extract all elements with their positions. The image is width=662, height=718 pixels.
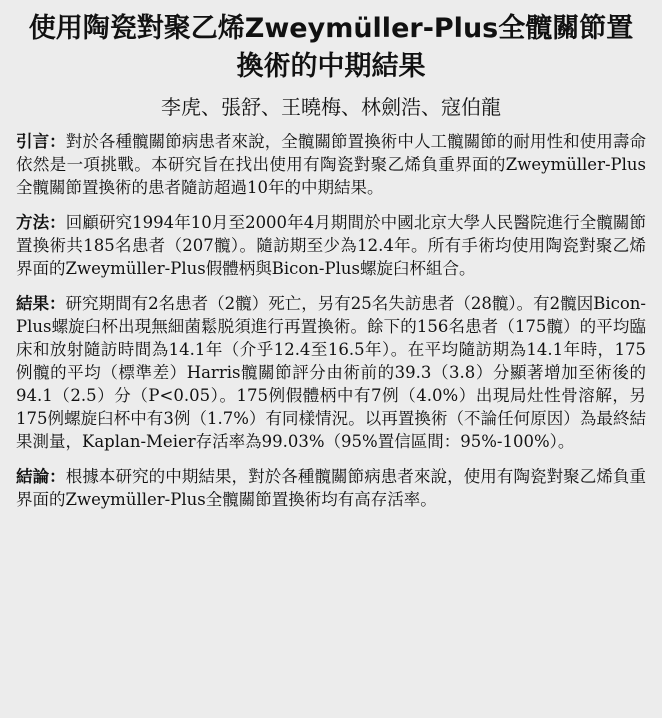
article-title: 使用陶瓷對聚乙烯Zweymüller-Plus全髖關節置換術的中期結果 bbox=[28, 13, 634, 82]
section-introduction bbox=[16, 130, 646, 199]
section-text-conclusion: 根據本研究的中期結果，對於各種髖關節病患者來說，使用有陶瓷對聚乙烯負重界面的Zweymüller-Plus全髖關節置換術均有高存活率。 bbox=[16, 467, 647, 509]
section-label-methods: 方法： bbox=[16, 213, 66, 232]
section-results bbox=[16, 292, 646, 453]
section-label-introduction: 引言： bbox=[16, 132, 66, 151]
section-label-results: 結果： bbox=[16, 294, 66, 313]
section-text-results: 研究期間有2名患者（2髖）死亡，另有25名失訪患者（28髖）。有2髖因Bicon-Plus螺旋臼杯出現無細菌鬆脱須進行再置換術。餘下的156名患者（175髖）的平均臨床和放射隨訪時間為14.1年（介乎12.4至16.5年）。在平均隨訪期為14.1年時，175例髖的平均（標準差）Harris髖關節評分由術前的39.3（3.8）分顯著增加至術後的94.1（2.5）分（P<0.05）。175例假體柄中有7例（4.0%）出現局灶性骨溶解，另175例螺旋臼杯中有3例（1.7%）有同樣情況。以再置換術（不論任何原因）為最終結果測量，Kaplan-Meier存活率為99.03%（95%置信區間：95%-100%）。 bbox=[16, 294, 647, 451]
section-text-introduction: 對於各種髖關節病患者來說，全髖關節置換術中人工髖關節的耐用性和使用壽命依然是一項挑戰。本研究旨在找出使用有陶瓷對聚乙烯負重界面的Zweymüller-Plus全髖關節置換術的患者隨訪超過10年的中期結果。 bbox=[16, 132, 647, 197]
author-list: 李虎、張舒、王曉梅、林劍浩、寇伯龍 bbox=[161, 95, 501, 119]
section-text-methods: 回顧研究1994年10月至2000年4月期間於中國北京大學人民醫院進行全髖關節置換術共185名患者（207髖）。隨訪期至少為12.4年。所有手術均使用陶瓷對聚乙烯界面的Zweymüller-Plus假體柄與Bicon-Plus螺旋臼杯組合。 bbox=[16, 213, 647, 278]
section-methods bbox=[16, 211, 646, 280]
section-label-conclusion: 結論： bbox=[16, 467, 66, 486]
section-conclusion bbox=[16, 465, 646, 511]
